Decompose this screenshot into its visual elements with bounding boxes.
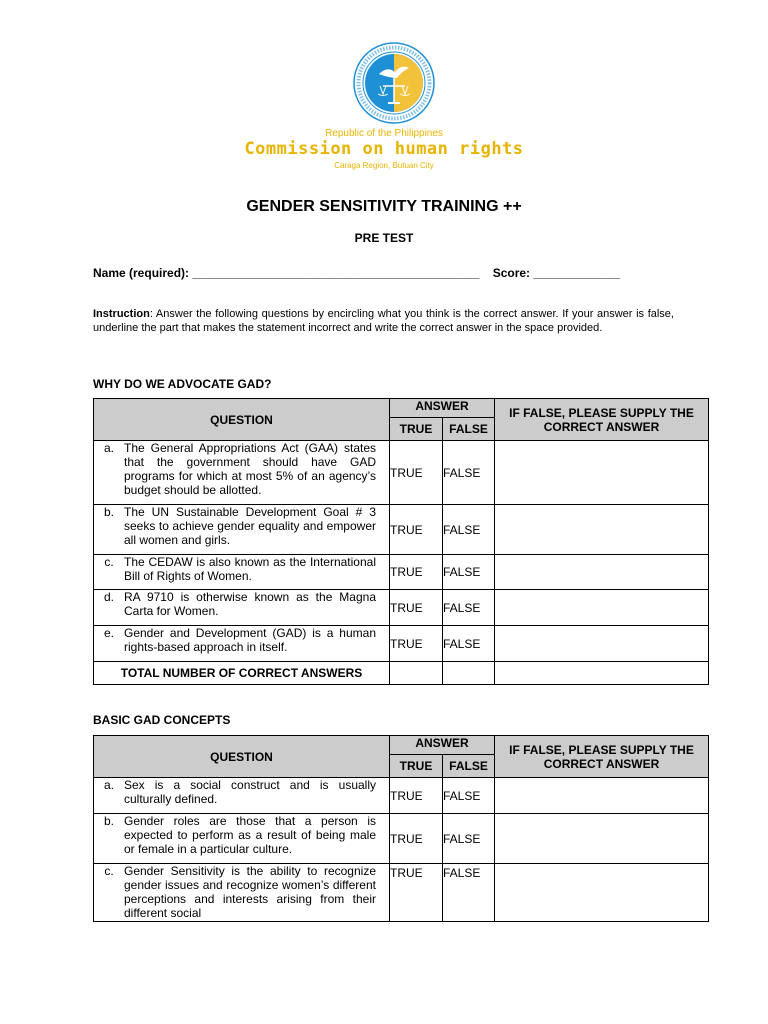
header-question: QUESTION	[94, 399, 390, 441]
republic-label: Republic of the Philippines	[325, 128, 443, 139]
question-text: The UN Sustainable Development Goal # 3 seeks to achieve gender equality and empower all women and girls.	[124, 505, 376, 547]
true-option[interactable]: TRUE	[390, 778, 443, 814]
quiz-table-why-gad	[93, 398, 709, 685]
header-false: FALSE	[443, 418, 495, 441]
name-field[interactable]: ___________________________________________	[192, 266, 480, 280]
table-row	[94, 441, 709, 505]
false-option[interactable]: FALSE	[443, 590, 495, 626]
question-cell	[94, 441, 390, 505]
score-field[interactable]: _____________	[533, 266, 621, 280]
name-label: Name (required):	[93, 266, 190, 280]
quiz-table-basic-gad	[93, 735, 709, 922]
table-row	[94, 864, 709, 922]
question-cell	[94, 626, 390, 662]
document-title: GENDER SENSITIVITY TRAINING ++	[246, 198, 522, 215]
question-letter: c.	[104, 555, 114, 569]
commission-name: Commission on human rights	[244, 139, 524, 159]
table-row	[94, 626, 709, 662]
question-text: RA 9710 is otherwise known as the Magna Carta for Women.	[124, 590, 376, 618]
section-title-basic-gad: BASIC GAD CONCEPTS	[93, 713, 231, 727]
instruction-label: Instruction	[93, 308, 150, 320]
table-row	[94, 590, 709, 626]
header-true: TRUE	[390, 418, 443, 441]
question-text: Gender roles are those that a person is expected to perform as a result of being male or female in a particular culture.	[124, 814, 376, 856]
question-text: The General Appropriations Act (GAA) states that the government should have GAD programs for which at most 5% of an agency’s budget should be allotted.	[124, 441, 376, 497]
instruction-paragraph	[93, 308, 674, 335]
document-subtitle: PRE TEST	[354, 231, 414, 245]
correct-answer-field[interactable]	[495, 814, 709, 864]
question-letter: c.	[104, 864, 114, 878]
table-row	[94, 505, 709, 555]
question-text: Gender and Development (GAD) is a human rights-based approach in itself.	[124, 626, 376, 654]
table-row	[94, 814, 709, 864]
total-true-field[interactable]	[390, 662, 443, 685]
correct-answer-field[interactable]	[495, 864, 709, 922]
question-letter: e.	[103, 626, 114, 640]
section-title-why-gad: WHY DO WE ADVOCATE GAD?	[93, 377, 272, 391]
header-true: TRUE	[390, 755, 443, 778]
false-option[interactable]: FALSE	[443, 555, 495, 590]
question-cell	[94, 778, 390, 814]
table-row	[94, 778, 709, 814]
true-option[interactable]: TRUE	[390, 626, 443, 662]
table-row	[94, 555, 709, 590]
correct-answer-field[interactable]	[495, 555, 709, 590]
question-cell	[94, 590, 390, 626]
header-supply-answer: IF FALSE, PLEASE SUPPLY THE CORRECT ANSWER	[495, 399, 709, 441]
question-letter: a.	[103, 441, 114, 455]
region-label: Caraga Region, Butuan City	[334, 161, 434, 170]
question-text: The CEDAW is also known as the International Bill of Rights of Women.	[124, 555, 376, 583]
header-answer: ANSWER	[390, 736, 495, 755]
question-letter: d.	[103, 590, 114, 604]
header-answer: ANSWER	[390, 399, 495, 418]
false-option[interactable]: FALSE	[443, 505, 495, 555]
question-cell	[94, 555, 390, 590]
correct-answer-field[interactable]	[495, 626, 709, 662]
header-question: QUESTION	[94, 736, 390, 778]
correct-answer-field[interactable]	[495, 590, 709, 626]
correct-answer-field[interactable]	[495, 505, 709, 555]
score-label: Score:	[492, 266, 531, 280]
question-letter: b.	[103, 505, 114, 519]
total-answer-field[interactable]	[495, 662, 709, 685]
false-option[interactable]: FALSE	[443, 441, 495, 505]
question-text: Gender Sensitivity is the ability to recognize gender issues and recognize women’s different perceptions and interests arising from their different social	[124, 864, 376, 920]
false-option[interactable]: FALSE	[443, 864, 495, 922]
question-cell	[94, 864, 390, 922]
true-option[interactable]: TRUE	[390, 441, 443, 505]
instruction-text: : Answer the following questions by encircling what you think is the correct answer. If your answer is false, underline the part that makes the statement incorrect and write the correct answer in the space provided.	[93, 308, 674, 334]
correct-answer-field[interactable]	[495, 778, 709, 814]
true-option[interactable]: TRUE	[390, 814, 443, 864]
question-cell	[94, 505, 390, 555]
true-option[interactable]: TRUE	[390, 864, 443, 922]
total-row	[94, 662, 709, 685]
header-false: FALSE	[443, 755, 495, 778]
question-letter: a.	[103, 778, 114, 792]
total-label: TOTAL NUMBER OF CORRECT ANSWERS	[94, 662, 390, 685]
name-score-line	[93, 266, 620, 280]
question-cell	[94, 814, 390, 864]
question-text: Sex is a social construct and is usually culturally defined.	[124, 778, 376, 806]
true-option[interactable]: TRUE	[390, 505, 443, 555]
header-supply-answer: IF FALSE, PLEASE SUPPLY THE CORRECT ANSWER	[495, 736, 709, 778]
true-option[interactable]: TRUE	[390, 590, 443, 626]
chr-seal-logo	[353, 42, 435, 124]
question-letter: b.	[103, 814, 114, 828]
false-option[interactable]: FALSE	[443, 626, 495, 662]
false-option[interactable]: FALSE	[443, 814, 495, 864]
correct-answer-field[interactable]	[495, 441, 709, 505]
true-option[interactable]: TRUE	[390, 555, 443, 590]
total-false-field[interactable]	[443, 662, 495, 685]
false-option[interactable]: FALSE	[443, 778, 495, 814]
